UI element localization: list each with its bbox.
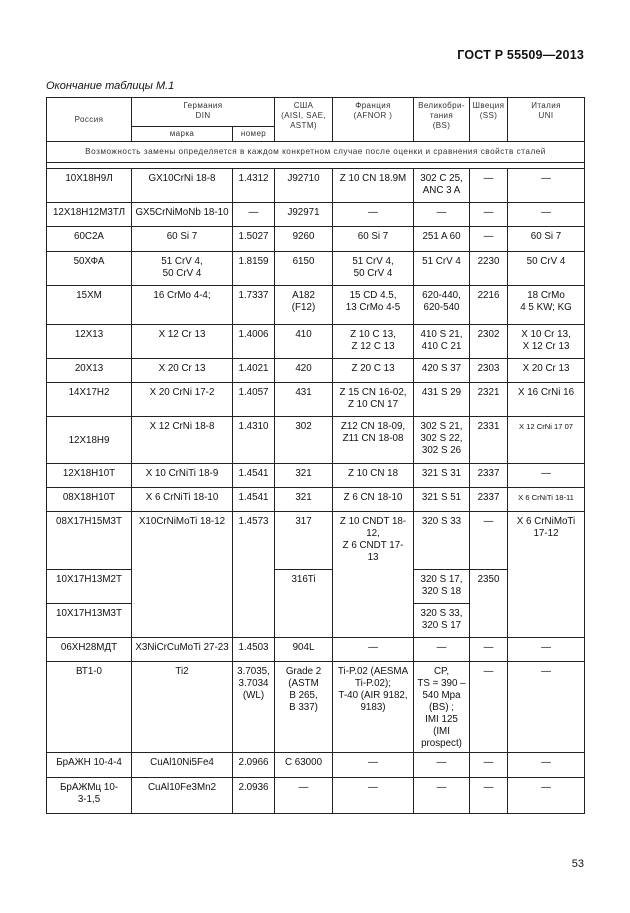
cell-brand: X 12 CrNi 18-8 bbox=[132, 417, 233, 464]
table-row bbox=[47, 753, 585, 778]
cell-number: 2.0966 bbox=[233, 753, 275, 778]
cell-russia: 50ХФА bbox=[47, 252, 132, 286]
cell-france: 15 CD 4.5, 13 CrMo 4-5 bbox=[333, 286, 414, 325]
cell-russia: 12Х18Н10Т bbox=[47, 464, 132, 488]
cell-uk: 51 CrV 4 bbox=[414, 252, 470, 286]
cell-sweden: 2230 bbox=[470, 252, 508, 286]
standard-header: ГОСТ Р 55509—2013 bbox=[457, 48, 584, 62]
cell-usa: 321 bbox=[275, 488, 333, 512]
table-row bbox=[47, 169, 585, 203]
cell-number: 1.7337 bbox=[233, 286, 275, 325]
cell-uk: 251 A 60 bbox=[414, 227, 470, 252]
cell-brand: GX10CrNi 18-8 bbox=[132, 169, 233, 203]
table-row bbox=[47, 662, 585, 753]
header-uk: Великобри- тания (BS) bbox=[414, 98, 470, 142]
cell-russia: 20Х13 bbox=[47, 359, 132, 383]
cell-usa: 431 bbox=[275, 383, 333, 417]
cell-brand: X 10 CrNiTi 18-9 bbox=[132, 464, 233, 488]
cell-russia: 12Х18Н9 bbox=[47, 417, 132, 464]
table-row bbox=[47, 778, 585, 814]
cell-france: — bbox=[333, 778, 414, 814]
cell-uk: 320 S 33 bbox=[414, 512, 470, 570]
cell-uk: 302 C 25, ANC 3 A bbox=[414, 169, 470, 203]
header-sweden: Швеция (SS) bbox=[470, 98, 508, 142]
cell-brand: X 20 Cr 13 bbox=[132, 359, 233, 383]
cell-number: 1.4310 bbox=[233, 417, 275, 464]
cell-russia: 10Х17Н13М3Т bbox=[47, 604, 132, 638]
cell-italy: — bbox=[508, 662, 585, 753]
cell-france: Ti-P.02 (AESMA Ti-P.02); T-40 (AIR 9182, 9183) bbox=[333, 662, 414, 753]
table-row bbox=[47, 286, 585, 325]
cell-russia: 10Х17Н13М2Т bbox=[47, 570, 132, 604]
cell-sweden: — bbox=[470, 169, 508, 203]
cell-sweden: — bbox=[470, 753, 508, 778]
cell-france: — bbox=[333, 753, 414, 778]
cell-sweden: — bbox=[470, 227, 508, 252]
header-italy: Италия UNI bbox=[508, 98, 585, 142]
cell-sweden: 2337 bbox=[470, 464, 508, 488]
cell-sweden: — bbox=[470, 638, 508, 662]
cell-italy: — bbox=[508, 203, 585, 227]
cell-italy: X 20 Cr 13 bbox=[508, 359, 585, 383]
table-row bbox=[47, 464, 585, 488]
cell-uk: 302 S 21, 302 S 22, 302 S 26 bbox=[414, 417, 470, 464]
cell-uk: 321 S 31 bbox=[414, 464, 470, 488]
cell-sweden: — bbox=[470, 203, 508, 227]
cell-sweden: — bbox=[470, 662, 508, 753]
cell-russia: ВТ1-0 bbox=[47, 662, 132, 753]
table-row bbox=[47, 252, 585, 286]
cell-sweden: 2337 bbox=[470, 488, 508, 512]
cell-brand: 16 CrMo 4-4; bbox=[132, 286, 233, 325]
cell-uk: 410 S 21, 410 C 21 bbox=[414, 325, 470, 359]
cell-number: 1.5027 bbox=[233, 227, 275, 252]
cell-italy: — bbox=[508, 464, 585, 488]
cell-brand: X3NiCrCuMoTi 27-23 bbox=[132, 638, 233, 662]
cell-brand: X 12 Cr 13 bbox=[132, 325, 233, 359]
cell-usa: J92710 bbox=[275, 169, 333, 203]
cell-usa: 302 bbox=[275, 417, 333, 464]
cell-number: 1.4573 bbox=[233, 512, 275, 638]
cell-uk: 431 S 29 bbox=[414, 383, 470, 417]
cell-france: Z 10 CNDT 18- 12, Z 6 CNDT 17- 13 bbox=[333, 512, 414, 638]
cell-usa: C 63000 bbox=[275, 753, 333, 778]
cell-usa: 316Ti bbox=[275, 570, 333, 638]
cell-italy: X 12 CrNi 17 07 bbox=[508, 417, 585, 464]
cell-france: 60 Si 7 bbox=[333, 227, 414, 252]
table-row bbox=[47, 417, 585, 464]
table-row bbox=[47, 570, 585, 604]
cell-usa: 9260 bbox=[275, 227, 333, 252]
cell-usa: 321 bbox=[275, 464, 333, 488]
cell-italy: — bbox=[508, 778, 585, 814]
cell-sweden: — bbox=[470, 778, 508, 814]
cell-russia: 08Х17Н15М3Т bbox=[47, 512, 132, 570]
cell-number: 1.4503 bbox=[233, 638, 275, 662]
header-germany-brand: марка bbox=[132, 127, 233, 142]
table-row bbox=[47, 203, 585, 227]
cell-uk: — bbox=[414, 778, 470, 814]
cell-italy: X 16 CrNi 16 bbox=[508, 383, 585, 417]
cell-italy: 60 Si 7 bbox=[508, 227, 585, 252]
cell-uk: — bbox=[414, 638, 470, 662]
cell-sweden: 2350 bbox=[470, 570, 508, 638]
cell-usa: A182 (F12) bbox=[275, 286, 333, 325]
table-row bbox=[47, 638, 585, 662]
table-caption: Окончание таблицы М.1 bbox=[46, 80, 175, 92]
cell-uk: CP, TS = 390 – 540 Mpa (BS) ; IMI 125 (IMI prospect) bbox=[414, 662, 470, 753]
cell-sweden: — bbox=[470, 512, 508, 570]
cell-russia: 14Х17Н2 bbox=[47, 383, 132, 417]
cell-france: Z 15 CN 16-02, Z 10 CN 17 bbox=[333, 383, 414, 417]
cell-usa: 410 bbox=[275, 325, 333, 359]
cell-sweden: 2303 bbox=[470, 359, 508, 383]
table-row bbox=[47, 512, 585, 570]
cell-number: — bbox=[233, 203, 275, 227]
table-row bbox=[47, 227, 585, 252]
cell-sweden: 2331 bbox=[470, 417, 508, 464]
steel-equivalents-table bbox=[46, 97, 585, 814]
cell-brand: X 6 CrNiTi 18-10 bbox=[132, 488, 233, 512]
cell-france: Z 10 CN 18.9M bbox=[333, 169, 414, 203]
cell-usa: 317 bbox=[275, 512, 333, 570]
cell-sweden: 2321 bbox=[470, 383, 508, 417]
cell-france: Z 10 CN 18 bbox=[333, 464, 414, 488]
cell-number: 3.7035, 3.7034 (WL) bbox=[233, 662, 275, 753]
cell-number: 2.0936 bbox=[233, 778, 275, 814]
cell-number: 1.8159 bbox=[233, 252, 275, 286]
header-row bbox=[47, 98, 585, 127]
cell-italy: 50 CrV 4 bbox=[508, 252, 585, 286]
cell-usa: Grade 2 (ASTM B 265, B 337) bbox=[275, 662, 333, 753]
cell-brand: 51 CrV 4, 50 CrV 4 bbox=[132, 252, 233, 286]
cell-brand: GX5CrNiMoNb 18-10 bbox=[132, 203, 233, 227]
table-row bbox=[47, 488, 585, 512]
cell-sweden: 2302 bbox=[470, 325, 508, 359]
cell-italy: — bbox=[508, 169, 585, 203]
cell-russia: 12Х13 bbox=[47, 325, 132, 359]
cell-uk: 620-440, 620-540 bbox=[414, 286, 470, 325]
cell-brand: Ti2 bbox=[132, 662, 233, 753]
cell-france: Z 20 C 13 bbox=[333, 359, 414, 383]
cell-uk: — bbox=[414, 203, 470, 227]
table-row bbox=[47, 383, 585, 417]
cell-usa: — bbox=[275, 778, 333, 814]
cell-uk: 321 S 51 bbox=[414, 488, 470, 512]
cell-france: 51 CrV 4, 50 CrV 4 bbox=[333, 252, 414, 286]
cell-uk: 320 S 33, 320 S 17 bbox=[414, 604, 470, 638]
cell-russia: 15ХМ bbox=[47, 286, 132, 325]
cell-brand: CuAl10Ni5Fe4 bbox=[132, 753, 233, 778]
cell-brand: X10CrNiMoTi 18-12 bbox=[132, 512, 233, 638]
cell-usa: 904L bbox=[275, 638, 333, 662]
cell-brand: 60 Si 7 bbox=[132, 227, 233, 252]
cell-number: 1.4541 bbox=[233, 464, 275, 488]
cell-uk: 420 S 37 bbox=[414, 359, 470, 383]
cell-number: 1.4057 bbox=[233, 383, 275, 417]
cell-italy: — bbox=[508, 638, 585, 662]
cell-brand: CuAl10Fe3Mn2 bbox=[132, 778, 233, 814]
cell-russia: 08Х18Н10Т bbox=[47, 488, 132, 512]
cell-france: Z12 CN 18-09, Z11 CN 18-08 bbox=[333, 417, 414, 464]
table-row bbox=[47, 325, 585, 359]
cell-france: — bbox=[333, 638, 414, 662]
header-france: Франция (AFNOR ) bbox=[333, 98, 414, 142]
header-germany: Германия DIN bbox=[132, 98, 275, 127]
cell-russia: 12Х18Н12М3ТЛ bbox=[47, 203, 132, 227]
cell-sweden: 2216 bbox=[470, 286, 508, 325]
cell-number: 1.4312 bbox=[233, 169, 275, 203]
page-number: 53 bbox=[571, 858, 584, 870]
header-russia: Россия bbox=[47, 98, 132, 142]
cell-france: Z 6 CN 18-10 bbox=[333, 488, 414, 512]
cell-uk: — bbox=[414, 753, 470, 778]
cell-number: 1.4541 bbox=[233, 488, 275, 512]
cell-italy: X 6 CrNiMoTi 17-12 bbox=[508, 512, 585, 638]
cell-russia: 60С2А bbox=[47, 227, 132, 252]
cell-usa: J92971 bbox=[275, 203, 333, 227]
note-row bbox=[47, 142, 585, 163]
cell-usa: 6150 bbox=[275, 252, 333, 286]
cell-russia: 10Х18Н9Л bbox=[47, 169, 132, 203]
table-row bbox=[47, 359, 585, 383]
substitution-note: Возможность замены определяется в каждом конкретном случае после оценки и сравнения свойств сталей bbox=[47, 142, 585, 163]
cell-france: — bbox=[333, 203, 414, 227]
header-germany-number: номер bbox=[233, 127, 275, 142]
cell-italy: — bbox=[508, 753, 585, 778]
cell-italy: 18 CrMo 4 5 KW; KG bbox=[508, 286, 585, 325]
cell-uk: 320 S 17, 320 S 18 bbox=[414, 570, 470, 604]
cell-russia: БрАЖМц 10- 3-1,5 bbox=[47, 778, 132, 814]
cell-italy: X 6 CrNiTi 18-11 bbox=[508, 488, 585, 512]
cell-number: 1.4021 bbox=[233, 359, 275, 383]
cell-russia: 06ХН28МДТ bbox=[47, 638, 132, 662]
cell-france: Z 10 C 13, Z 12 C 13 bbox=[333, 325, 414, 359]
cell-italy: X 10 Cr 13, X 12 Cr 13 bbox=[508, 325, 585, 359]
cell-russia: БрАЖН 10-4-4 bbox=[47, 753, 132, 778]
header-usa: США (AISI, SAE, ASTM) bbox=[275, 98, 333, 142]
cell-number: 1.4006 bbox=[233, 325, 275, 359]
cell-usa: 420 bbox=[275, 359, 333, 383]
steel-equivalents-table-wrapper bbox=[46, 97, 584, 814]
cell-brand: X 20 CrNi 17-2 bbox=[132, 383, 233, 417]
